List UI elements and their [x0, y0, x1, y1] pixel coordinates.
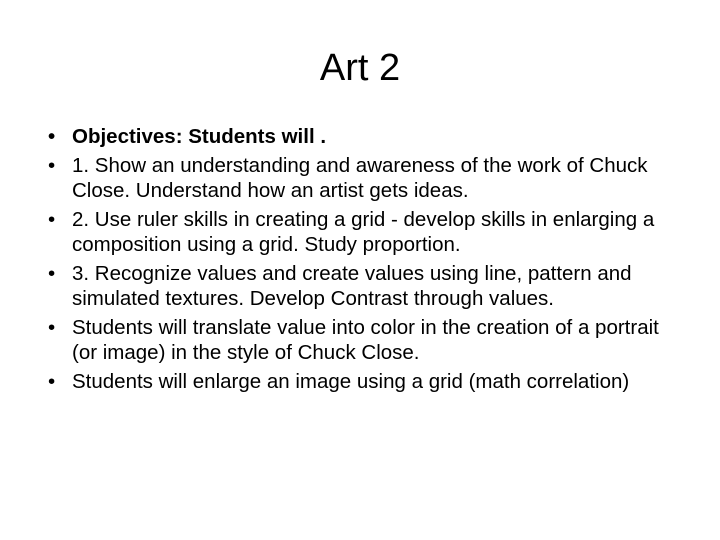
bullet-icon: •: [48, 207, 56, 231]
bullet-text: 1. Show an understanding and awareness of the work of Chuck Close. Understand how an artist gets ideas.: [72, 153, 648, 202]
bullet-text: Students will translate value into color in the creation of a portrait (or image) in the style of Chuck Close.: [72, 315, 659, 364]
bullet-icon: •: [48, 261, 56, 285]
bullet-icon: •: [48, 369, 56, 393]
bullet-icon: •: [48, 153, 56, 177]
bullet-list: [48, 124, 672, 397]
bullet-text: 3. Recognize values and create values using line, pattern and simulated textures. Develop Contrast through values.: [72, 261, 632, 310]
bullet-text: Students will enlarge an image using a grid (math correlation): [72, 369, 630, 393]
bullet-item-1: [48, 153, 672, 204]
bullet-item-2: [48, 207, 672, 258]
bullet-text: 2. Use ruler skills in creating a grid - develop skills in enlarging a composition using a grid. Study proportion.: [72, 207, 655, 256]
bullet-icon: •: [48, 315, 56, 339]
bullet-item-3: [48, 261, 672, 312]
bullet-item-objectives: [48, 124, 672, 150]
bullet-item-5: [48, 369, 672, 395]
bullet-icon: •: [48, 125, 56, 148]
slide-title: Art 2: [319, 47, 401, 89]
bullet-item-4: [48, 315, 672, 366]
bullet-text: Objectives: Students will .: [72, 125, 327, 148]
